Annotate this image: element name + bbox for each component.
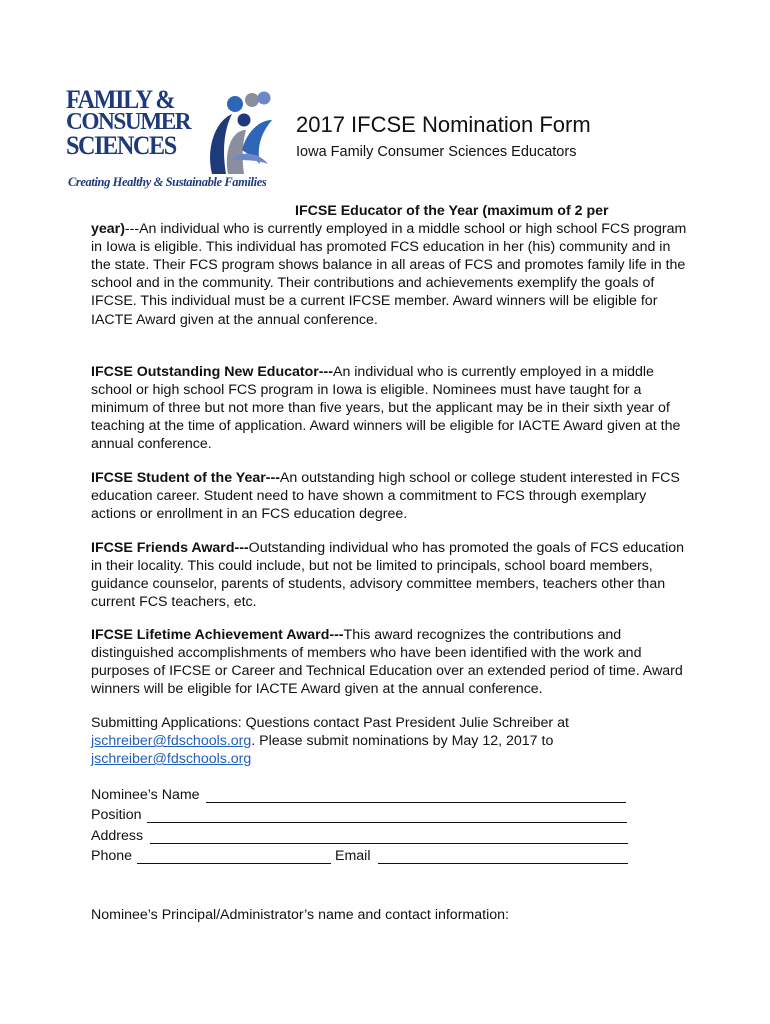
award-title: IFCSE Friends Award--- — [91, 540, 249, 556]
email-link-2[interactable]: jschreiber@fdschools.org — [91, 751, 252, 768]
logo-line-1: FAMILY & — [66, 85, 175, 114]
award-title: IFCSE Educator of the Year (maximum of 2 per — [295, 203, 609, 219]
fcs-logo — [66, 85, 282, 192]
submission-instructions — [91, 714, 691, 768]
award-friends — [91, 539, 691, 611]
logo-tagline: Creating Healthy & Sustainable Families — [68, 175, 267, 189]
nominee-name-field[interactable] — [206, 802, 626, 803]
position-field[interactable] — [147, 822, 627, 823]
nominee-name-label: Nominee’s Name — [91, 787, 200, 803]
page-title: 2017 IFCSE Nomination Form — [296, 112, 591, 137]
submit-intro: Submitting Applications: Questions contact Past President Julie Schreiber at — [91, 715, 569, 731]
address-label: Address — [91, 828, 144, 844]
award-description: Outstanding individual who has promoted the goals of FCS education in their locality. This could include, but not be limited to principals, school board members, guidance counselor, parents of students, advisory committee members, teachers other than current FCS teachers, etc. — [91, 540, 685, 611]
email-link[interactable]: jschreiber@fdschools.org — [91, 733, 252, 750]
award-lifetime-achievement — [91, 626, 691, 698]
logo-line-2: CONSUMER — [66, 109, 191, 135]
email-label: Email — [335, 848, 371, 864]
page-subtitle: Iowa Family Consumer Sciences Educators — [296, 144, 577, 160]
administrator-info-label: Nominee’s Principal/Administrator’s name and contact information: — [91, 907, 509, 923]
award-description: An individual who is currently employed in a middle school or high school FCS program in Iowa is eligible. Nominees must have taught for a minimum of three but not more than five years, but the applicant may be in their sixth year of teaching at the time of application. Award winners will be eligible for IACTE Award given at the annual conference. — [91, 364, 681, 453]
award-title-cont: year) — [91, 221, 125, 238]
award-title: IFCSE Student of the Year--- — [91, 470, 280, 486]
award-student-of-year — [91, 469, 691, 523]
award-educator-of-year — [91, 202, 691, 329]
email-field[interactable] — [378, 863, 628, 864]
award-title: IFCSE Lifetime Achievement Award--- — [91, 627, 344, 643]
submit-deadline: . Please submit nominations by May 12, 2017 to — [251, 733, 554, 750]
award-title: IFCSE Outstanding New Educator--- — [91, 364, 333, 380]
award-description: This award recognizes the contributions and distinguished accomplishments of members who have been identified with the work and purposes of IFCSE or Career and Technical Education over an extended period of time. Award winners will be eligible for IACTE Award given at the annual conference. — [91, 627, 683, 698]
position-label: Position — [91, 807, 142, 823]
phone-label: Phone — [91, 848, 133, 864]
logo-line-3: SCIENCES — [66, 131, 176, 160]
address-field[interactable] — [150, 843, 628, 844]
family-figures-icon — [202, 90, 278, 176]
logo-wordmark — [66, 85, 194, 160]
phone-field[interactable] — [137, 863, 331, 864]
award-description: An outstanding high school or college student interested in FCS education career. Student need to have shown a commitment to FCS through exemplary actions or enrollment in an FCS education degree. — [91, 470, 680, 523]
award-new-educator — [91, 363, 691, 453]
award-description: ---An individual who is currently employed in a middle school or high school FCS program in Iowa is eligible. This individual has promoted FCS education in her (his) community and in the state. Their FCS program shows balance in all areas of FCS and promotes family life in the school and in the community. Their contributions and achievements exemplify the goals of IFCSE. This individual must be a current IFCSE member. Award winners will be eligible for IACTE Award given at the annual conference. — [91, 221, 687, 328]
